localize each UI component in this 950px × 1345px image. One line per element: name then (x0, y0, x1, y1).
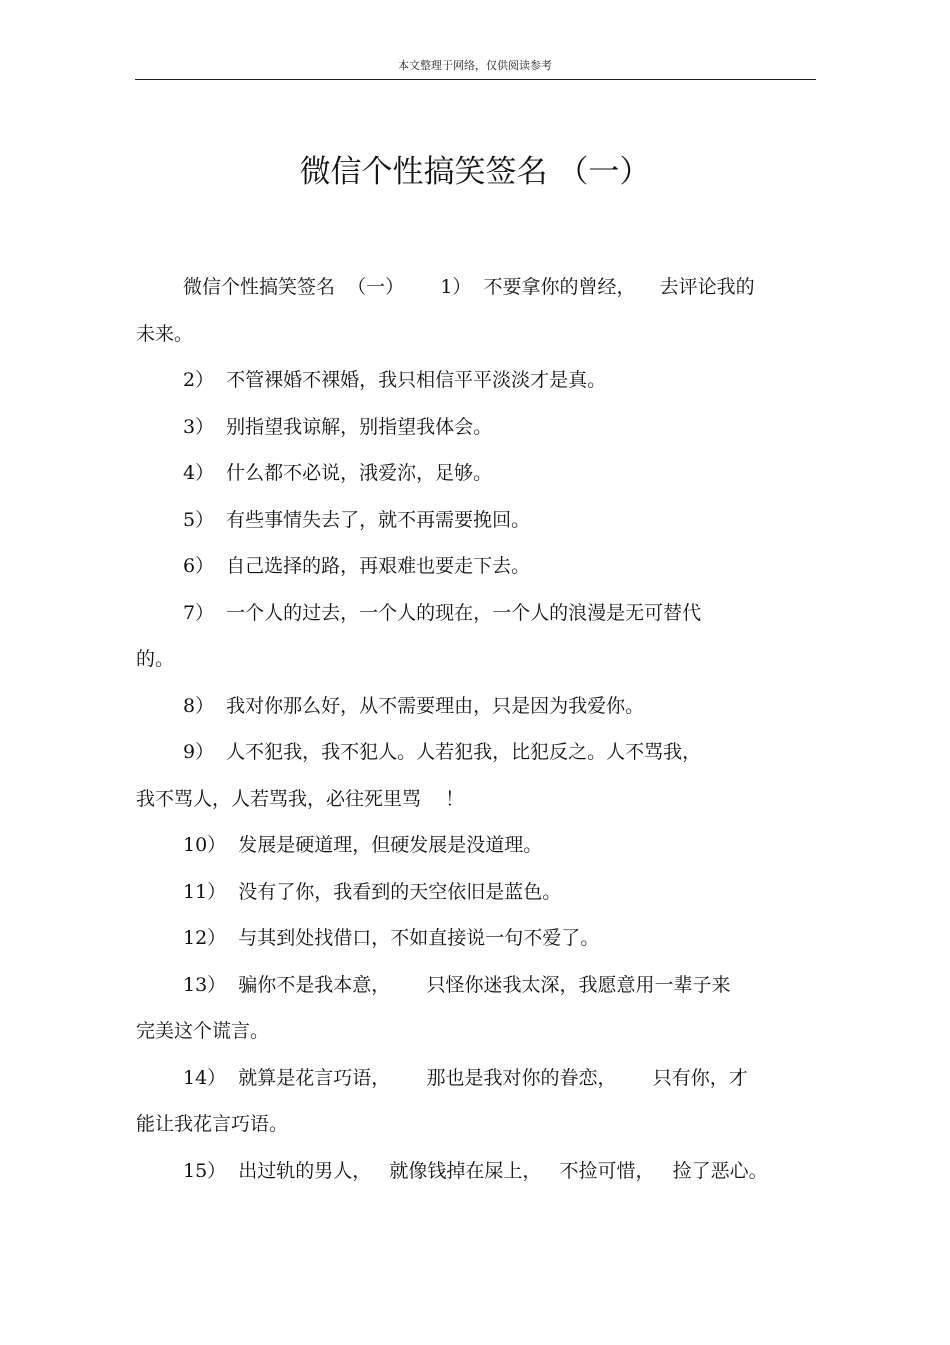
paragraph-line: 能让我花言巧语。 (136, 1113, 289, 1135)
paragraph-line: 我不骂人，人若骂我，必往死里骂 ！ (136, 787, 465, 810)
page-header-note: 本文整理于网络，仅供阅读参考 (398, 59, 552, 72)
paragraph-line: 7） 一个人的过去，一个人的现在，一个人的浪漫是无可替代 (183, 601, 702, 624)
paragraph-line: 12） 与其到处找借口，不如直接说一句不爱了。 (183, 927, 600, 949)
paragraph-line: 5） 有些事情失去了，就不再需要挽回。 (183, 508, 531, 531)
paragraph-line: 4） 什么都不必说，涐爱沵，足够。 (183, 462, 493, 484)
paragraph-line: 11） 没有了你，我看到的天空依旧是蓝色。 (183, 880, 562, 903)
document-title: 微信个性搞笑签名 （一） (299, 154, 651, 190)
paragraph-line: 15） 出过轨的男人， 就像钱掉在屎上， 不捡可惜， 捡了恶心。 (183, 1159, 768, 1182)
paragraph-line: 14） 就算是花言巧语， 那也是我对你的眷恋， 只有你，才 (183, 1066, 748, 1089)
paragraph-line: 13） 骗你不是我本意， 只怪你迷我太深，我愿意用一辈子来 (183, 973, 731, 996)
paragraph-line: 微信个性搞笑签名 （一） 1） 不要拿你的曾经， 去评论我的 (183, 276, 755, 298)
paragraph-line: 6） 自己选择的路，再艰难也要走下去。 (183, 555, 531, 577)
paragraph-line: 3） 别指望我谅解，别指望我体会。 (183, 415, 493, 438)
paragraph-line: 9） 人不犯我，我不犯人。人若犯我，比犯反之。人不骂我， (183, 741, 702, 763)
paragraph-line: 未来。 (136, 322, 194, 345)
paragraph-line: 2） 不管裸婚不裸婚，我只相信平平淡淡才是真。 (183, 369, 607, 391)
paragraph-line: 完美这个谎言。 (136, 1020, 270, 1042)
paragraph-line: 8） 我对你那么好，从不需要理由，只是因为我爱你。 (183, 694, 645, 717)
document-body (136, 264, 808, 1194)
paragraph-line: 10） 发展是硬道理，但硬发展是没道理。 (183, 834, 543, 856)
header-divider (135, 79, 816, 80)
paragraph-line: 的。 (136, 648, 175, 670)
